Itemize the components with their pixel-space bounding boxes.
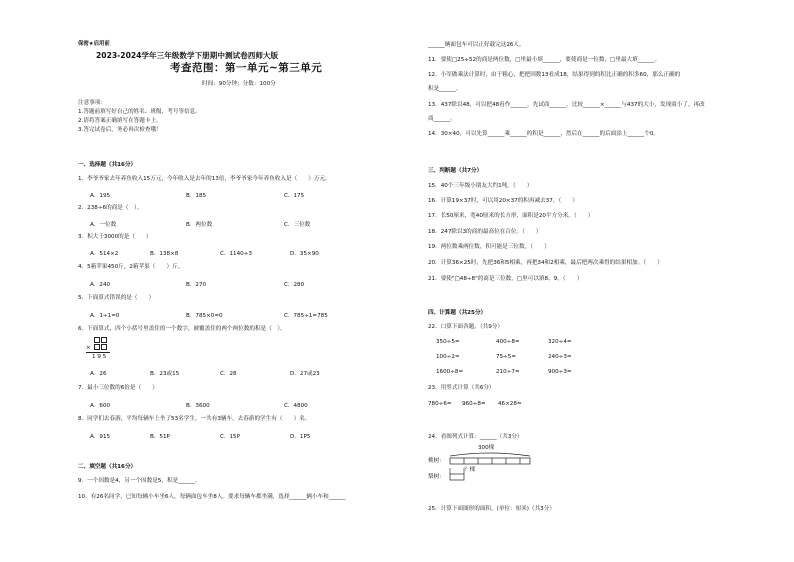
option: B．51P	[150, 434, 170, 440]
option: D．1P5	[290, 434, 311, 440]
question-1: 1．李爷爷家去年养鱼收入15万元，今年收入是去年的13倍，李爷爷家今年养鱼收入是（ ）万元。	[78, 176, 331, 182]
segment-diagram	[446, 448, 546, 488]
question-10: 10．有26名同学，已知每辆小车坐6人，每辆面包车坐8人。要求每辆车都坐满，选择______辆小车和______	[78, 494, 346, 500]
diagram-row-label: 梨树：	[428, 474, 445, 480]
option: C．785÷1=785	[284, 313, 328, 319]
option: A．514×2	[90, 251, 119, 257]
option: B．23或15	[150, 371, 180, 377]
question-2: 2．238÷6的商是（ ）。	[78, 205, 143, 211]
oral-item: 1600÷8=	[436, 369, 464, 375]
option: A．26	[90, 371, 107, 377]
question-19: 19．两位数乘两位数，积可能是三位数。（ ）	[428, 244, 550, 250]
vertical-item: 780÷6=	[428, 401, 452, 407]
question-3: 3．积大于3000的是（ ）	[78, 234, 152, 240]
option: A．240	[90, 282, 111, 288]
multiplication-line	[86, 352, 110, 353]
question-23: 23．用竖式计算（共6分）	[428, 385, 495, 391]
question-4: 4．5箱苹果450斤，2箱苹果（ ）斤。	[78, 264, 184, 270]
times-sign: ×	[86, 345, 91, 351]
question-12: 12．小军做乘法计算时，由于粗心，把把因数13看成18，结果得到的积比正确的积多60，那么正确的	[428, 72, 681, 78]
vertical-item: 960÷8=	[462, 401, 486, 407]
question-22: 22．口算下面各题。（共9分）	[428, 324, 504, 330]
question-8: 8．同学们去春游，平均每辆车上坐了53名学生，一共有3辆车，去春游的学生有（ ）名。	[78, 416, 311, 422]
oral-item: 400÷8=	[496, 339, 520, 345]
option: C．175	[284, 193, 305, 199]
exam-scope: 考查范围：第一单元~第三单元	[170, 62, 323, 74]
question-18: 18．247除以3的商的最高位在百位。（ ）	[428, 229, 542, 235]
diagram-total-label: 300棵	[478, 445, 495, 451]
question-10-cont: ______辆面包车可以正好载完这26人。	[428, 42, 525, 48]
question-9: 9．一个因数是4，另一个因数是5，积是______。	[78, 478, 201, 484]
diagram-question-label: ？棵	[464, 467, 476, 473]
option: B．138×8	[150, 251, 179, 257]
option: B．两位数	[186, 222, 213, 228]
section-heading: 一、选择题（共16分）	[78, 162, 137, 168]
option: C．15P	[220, 434, 240, 440]
question-14: 14．30×40，可以先算______乘______的积是______，然后在______的后面添上______个0。	[428, 131, 659, 137]
note-item: 3.答完试卷后，务必再次检查哦！	[78, 127, 162, 133]
option: C．1140÷3	[220, 251, 252, 257]
oral-item: 100÷2=	[436, 354, 460, 360]
option: A．600	[90, 403, 111, 409]
question-7: 7．最小三位数的6倍是（ ）	[78, 385, 158, 391]
exam-time: 时间：90分钟；分数：100分	[202, 81, 276, 87]
question-15: 15．40个三年级小朋友大约1吨。（ ）	[428, 183, 533, 189]
option: B．185	[186, 193, 207, 199]
question-21: 21．要使"□48÷8"的商是三位数，□里可以填8、9。（ ）	[428, 276, 583, 282]
oral-item: 350÷5=	[436, 339, 460, 345]
vertical-item: 46×28=	[498, 401, 522, 407]
product-result: 1 9 5	[92, 354, 107, 360]
option: D．35×90	[290, 251, 319, 257]
question-13: 13．437除以48，可以把48看作______，先试商______。比较______×______与437的大小，发现商小了，再改	[428, 102, 705, 108]
option: C．4800	[284, 403, 308, 409]
notes-heading: 注意事项：	[78, 100, 106, 106]
option: D．27或23	[290, 371, 320, 377]
note-item: 2.请将答案正确填写在答题卡上。	[78, 118, 162, 124]
section-heading: 二、填空题（共16分）	[78, 464, 137, 470]
exam-title: 2023-2024学年三年级数学下册期中测试卷西师大版	[96, 51, 279, 60]
option: A．195	[90, 193, 111, 199]
option: A．915	[90, 434, 111, 440]
question-5: 5．下面算式错误的是（ ）	[78, 295, 155, 301]
question-25: 25．计算下面图形的面积。(单位：厘米)（共3分）	[428, 506, 555, 512]
oral-item: 75÷5=	[496, 354, 517, 360]
digit-box-grid	[94, 337, 107, 350]
option: C．28	[220, 371, 237, 377]
question-17: 17．长50厘米，宽40厘米的长方形，面积是20平方分米。（ ）	[428, 213, 594, 219]
option: C．280	[284, 282, 305, 288]
oral-item: 900÷3=	[548, 369, 572, 375]
question-16: 16．计算19×37时，可以用20×37的积再减去37。（ ）	[428, 198, 578, 204]
option: A．1÷1=0	[90, 313, 120, 319]
oral-item: 320÷4=	[548, 339, 572, 345]
question-13-cont: 商______。	[428, 116, 456, 122]
option: B．270	[186, 282, 207, 288]
question-6: 6．下面算式，四个小括号里盖住的一个数字，被覆盖住的两个两位数的积是（ ）。	[78, 326, 286, 332]
question-12-cont: 积是______。	[428, 86, 462, 92]
question-24: 24．看图列式计算：______（共3分）	[428, 434, 523, 440]
note-item: 1.答题前填写好自己的姓名、班级、考号等信息。	[78, 109, 201, 115]
section-heading: 三、判断题（共7分）	[428, 168, 483, 174]
diagram-row-label: 桃树：	[428, 458, 445, 464]
option: B．785×0=0	[186, 313, 223, 319]
option: B．3600	[186, 403, 210, 409]
option: C．三位数	[284, 222, 311, 228]
option: A．一位数	[90, 222, 117, 228]
oral-item: 240÷3=	[548, 354, 572, 360]
section-heading: 四、计算题（共25分）	[428, 310, 487, 316]
question-11: 11．要使□25÷52的商是两位数，□里最小填______，要使商是一位数，□里最大填______。	[428, 57, 661, 63]
question-20: 20．计算36×25时，先把36和5相乘，再把34和2相乘，最后把两次乘得的结果相加。（ ）	[428, 260, 663, 266]
oral-item: 210÷7=	[496, 369, 520, 375]
secret-label: 保密★启用前	[78, 41, 110, 47]
